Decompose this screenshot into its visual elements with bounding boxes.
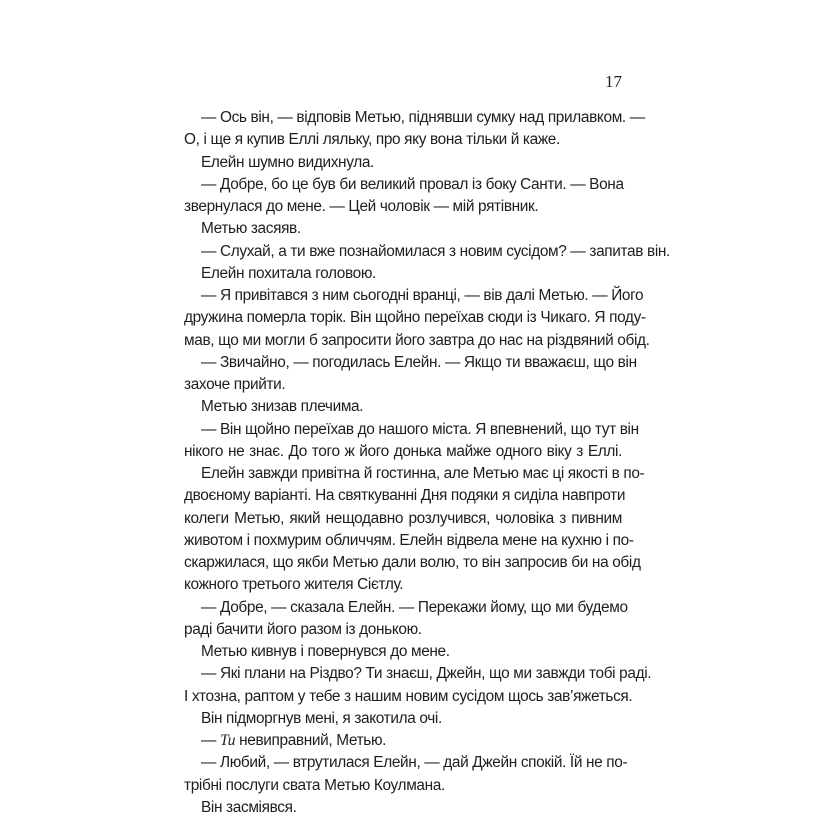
text-line: захоче прийти. (184, 376, 286, 393)
text-line: Метью знизав плечима. (201, 398, 364, 416)
text-line: Елейн шумно видихнула. (201, 153, 374, 171)
text-line: — Ось він, — відповів Метью, піднявши сумку над прилавком. — (201, 109, 645, 126)
text-line: — Він щойно переїхав до нашого міста. Я впевнений, що тут він (201, 420, 639, 438)
text-line: Метью засяяв. (201, 220, 301, 238)
text-line: Елейн похитала головою. (201, 264, 376, 282)
text-line: — Звичайно, — погодилась Елейн. — Якщо ти вважаєш, що він (201, 353, 637, 371)
text-line: — Добре, бо це був би великий провал із боку Санти. — Вона (201, 175, 624, 193)
text-line: О, і ще я купив Еллі ляльку, про яку вона тільки й каже. (184, 131, 560, 149)
text-line: мав, що ми могли б запросити його завтра до нас на різдвяний обід. (184, 331, 650, 349)
text-line: животом і похмурим обличчям. Елейн відвела мене на кухню і по- (184, 531, 634, 549)
text-line: Елейн завжди привітна й гостинна, але Метью має ці якості в по- (201, 465, 645, 482)
text-line: — Добре, — сказала Елейн. — Перекажи йому, що ми будемо (201, 598, 628, 616)
dash: — (201, 732, 220, 749)
text-line-italic-mixed (184, 730, 622, 752)
text-line: колеги Метью, який нещодавно розлучився, чоловіка з пивним (184, 509, 622, 527)
text-line: дружина померла торік. Він щойно переїхав сюди із Чикаго. Я поду- (184, 309, 646, 327)
body-text (184, 107, 670, 819)
text-line: звернулася до мене. — Цей чоловік — мій рятівник. (184, 198, 539, 215)
text-line: — Які плани на Різдво? Ти знаєш, Джейн, що ми завжди тобі раді. (201, 665, 652, 683)
text-line: нікого не знає. До того ж його донька майже одного віку з Еллі. (184, 442, 622, 460)
text-line: Він підморгнув мені, я закотила очі. (201, 709, 442, 727)
italic-word: Ти (219, 732, 236, 749)
text-line: — Любий, — втрутилася Елейн, — дай Джейн спокій. Їй не по- (201, 754, 628, 772)
line-rest: невиправний, Метью. (235, 732, 387, 749)
page-number: 17 (605, 72, 622, 91)
text-line: раді бачити його разом із донькою. (184, 620, 422, 638)
text-line: двоєному варіанті. На святкуванні Дня подяки я сиділа навпроти (184, 487, 626, 505)
text-line: — Слухай, а ти вже познайомилася з новим сусідом? — запитав він. (201, 242, 670, 260)
text-line: Метью кивнув і повернувся до мене. (201, 643, 450, 660)
text-line: скаржилася, що якби Метью дали волю, то він запросив би на обід (184, 554, 641, 571)
text-line: кожного третього жителя Сієтлу. (184, 576, 404, 594)
text-line: трібні послуги свата Метью Коулмана. (184, 776, 445, 794)
text-line: — Я привітався з ним сьогодні вранці, — вів далі Метью. — Його (201, 287, 644, 304)
text-line: Він засміявся. (201, 798, 297, 816)
text-line: І хтозна, раптом у тебе з нашим новим сусідом щось зав’яжеться. (184, 687, 633, 705)
